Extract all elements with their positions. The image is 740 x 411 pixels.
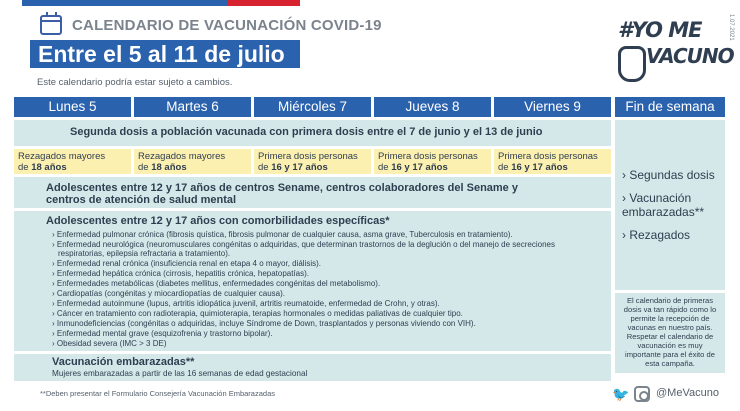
disclaimer-text: Este calendario podría estar sujeto a cambios. xyxy=(37,77,233,88)
sename-text xyxy=(46,182,518,206)
day-header-wednesday: Miércoles 7 xyxy=(254,97,371,117)
condition-item: › Inmunodeficiencias (congénitas o adquiridas, incluye Síndrome de Down, trasplantados y personas viviendo con VIH). xyxy=(52,319,476,328)
day-header-weekend: Fin de semana xyxy=(615,97,725,117)
daily-cell-friday xyxy=(494,149,611,174)
sename-line-1: Adolescentes entre 12 y 17 años de centros Sename, centros colaboradores del Sename y xyxy=(46,182,518,194)
logo-line-2: VACUNO xyxy=(646,44,734,68)
condition-text: Inmunodeficiencias (congénitas o adquiridas, incluye Síndrome de Down, trasplantados y personas viviendo con VIH). xyxy=(56,319,476,328)
footnote: **Deben presentar el Formulario Consejería Vacunación Embarazadas xyxy=(40,389,275,398)
condition-item: › Enfermedad neurológica (neuromusculares congénitas o adquiridas, que determinan trastornos de la deglución o del manejo de secreciones xyxy=(52,240,555,249)
condition-item: › Enfermedad pulmonar crónica (fibrosis quística, fibrosis pulmonar de cualquier causa, asma grave, Tuberculosis en tratamiento). xyxy=(52,230,513,239)
condition-item: › Cáncer en tratamiento con radioterapia, quimioterapia, terapias hormonales o medidas paliativas de cualquier tipo. xyxy=(52,309,463,318)
daily-cell-thursday xyxy=(374,149,491,174)
daily-cell-line1: Rezagados mayores xyxy=(18,151,106,162)
weekend-note: El calendario de primeras dosis va tan rápido como lo permite la recepción de vacunas en nuestro país. Respetar el calendario de vacunación es muy importante para el éxito de esta campaña. xyxy=(615,293,725,373)
daily-cell-line2 xyxy=(378,162,487,173)
daily-cell-age: 18 años xyxy=(31,162,67,173)
daily-cell-prefix: de xyxy=(498,162,512,173)
weekend-item-pregnant xyxy=(622,191,704,219)
title-banner xyxy=(30,40,300,68)
calendar-icon xyxy=(40,15,62,35)
condition-text: Enfermedad mental grave (esquizofrenia y trastorno bipolar). xyxy=(56,329,273,338)
condition-item: › Cardiopatías (congénitas y miocardiopatías de cualquier causa). xyxy=(52,289,286,298)
social-handle[interactable]: @MeVacuno xyxy=(656,387,719,399)
daily-cell-line1: Rezagados mayores xyxy=(138,151,226,162)
daily-cell-line2 xyxy=(138,162,247,173)
condition-item-continued: respiratorias, epilepsia refractaria a tratamiento). xyxy=(58,249,231,258)
peace-hand-icon xyxy=(618,46,646,82)
instagram-icon[interactable] xyxy=(634,386,650,402)
daily-cell-wednesday xyxy=(254,149,371,174)
daily-cell-prefix: de xyxy=(258,162,272,173)
condition-text: Enfermedades metabólicas (diabetes mellitus, enfermedades congénitas del metabolismo). xyxy=(56,279,381,288)
daily-cell-monday xyxy=(14,149,131,174)
weekend-item-pregnant-line1: › Vacunación xyxy=(622,191,692,205)
daily-cell-line1: Primera dosis personas xyxy=(258,151,358,162)
page-title: Entre el 5 al 11 de julio xyxy=(38,41,285,67)
condition-text: Enfermedad pulmonar crónica (fibrosis quística, fibrosis pulmonar de cualquier causa, asma grave, Tuberculosis en tratamiento). xyxy=(56,230,513,239)
flag-blue-stripe xyxy=(22,0,228,6)
daily-cell-line1: Primera dosis personas xyxy=(378,151,478,162)
daily-cell-tuesday xyxy=(134,149,251,174)
flag-red-stripe xyxy=(228,0,300,6)
daily-cell-age: 16 y 17 años xyxy=(511,162,568,173)
daily-cell-line2 xyxy=(258,162,367,173)
condition-item: › Enfermedad autoinmune (lupus, artritis idiopática juvenil, artritis reumatoide, enfermedad de Crohn, y otras). xyxy=(52,299,440,308)
condition-item: › Enfermedad mental grave (esquizofrenia y trastorno bipolar). xyxy=(52,329,273,338)
condition-item: › Obesidad severa (IMC > 3 DE) xyxy=(52,339,167,348)
condition-text: Obesidad severa (IMC > 3 DE) xyxy=(56,339,167,348)
daily-cell-prefix: de xyxy=(18,162,32,173)
condition-item: › Enfermedad hepática crónica (cirrosis, hepatitis crónica, hepatopatías). xyxy=(52,269,310,278)
page-heading: CALENDARIO DE VACUNACIÓN COVID-19 xyxy=(72,17,382,34)
day-header-tuesday: Martes 6 xyxy=(134,97,251,117)
day-header-friday: Viernes 9 xyxy=(494,97,611,117)
weekend-item-pregnant-line2: embarazadas** xyxy=(622,205,705,219)
condition-text: Cáncer en tratamiento con radioterapia, quimioterapia, terapias hormonales o medidas paliativas de cualquier tipo. xyxy=(56,309,463,318)
twitter-icon[interactable]: 🐦 xyxy=(612,386,630,402)
pregnant-detail: Mujeres embarazadas a partir de las 16 semanas de edad gestacional xyxy=(52,369,308,378)
condition-text: Cardiopatías (congénitas y miocardiopatías de cualquier causa). xyxy=(56,289,286,298)
daily-cell-line2 xyxy=(498,162,607,173)
daily-cell-line2 xyxy=(18,162,127,173)
weekend-item-lagging: › Rezagados xyxy=(622,228,691,242)
day-header-thursday: Jueves 8 xyxy=(374,97,491,117)
condition-text: Enfermedad neurológica (neuromusculares congénitas o adquiridas, que determinan trastornos de la deglución o del manejo de secreciones xyxy=(56,240,555,249)
pregnant-title: Vacunación embarazadas** xyxy=(52,356,195,368)
condition-item: › Enfermedades metabólicas (diabetes mellitus, enfermedades congénitas del metabolismo). xyxy=(52,279,381,288)
daily-cell-prefix: de xyxy=(378,162,392,173)
condition-text: Enfermedad renal crónica (insuficiencia renal en etapa 4 o mayor, diálisis). xyxy=(56,259,322,268)
day-header-monday: Lunes 5 xyxy=(14,97,131,117)
sename-line-2: centros de atención de salud mental xyxy=(46,194,237,206)
daily-cell-line1: Primera dosis personas xyxy=(498,151,598,162)
daily-cell-age: 16 y 17 años xyxy=(391,162,448,173)
date-stamp: 1.07.2021 xyxy=(728,14,734,41)
logo-line-1: #YO ME xyxy=(618,18,702,42)
daily-cell-age: 18 años xyxy=(151,162,187,173)
condition-text: Enfermedad autoinmune (lupus, artritis idiopática juvenil, artritis reumatoide, enfermedad de Crohn, y otras). xyxy=(56,299,440,308)
second-dose-text: Segunda dosis a población vacunada con primera dosis entre el 7 de junio y el 13 de junio xyxy=(70,126,543,138)
daily-cell-age: 16 y 17 años xyxy=(271,162,328,173)
top-bar xyxy=(0,0,740,8)
daily-cell-prefix: de xyxy=(138,162,152,173)
comorbidity-title: Adolescentes entre 12 y 17 años con comorbilidades específicas* xyxy=(46,215,390,227)
weekend-item-second-doses: › Segundas dosis xyxy=(622,168,715,182)
condition-item: › Enfermedad renal crónica (insuficiencia renal en etapa 4 o mayor, diálisis). xyxy=(52,259,322,268)
condition-text: Enfermedad hepática crónica (cirrosis, hepatitis crónica, hepatopatías). xyxy=(56,269,310,278)
